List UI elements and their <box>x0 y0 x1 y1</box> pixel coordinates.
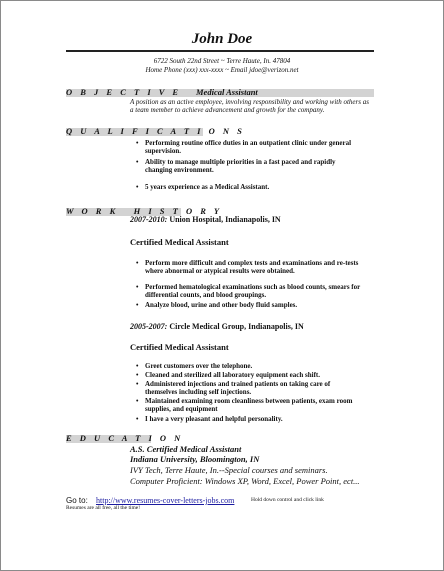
address: 6722 South 22nd Street ~ Terre Haute, In. 47804 <box>153 57 291 65</box>
job-1-duty: • Performed hematological examinations such as blood counts, smears for differential counts, and blood groupings. <box>136 283 361 299</box>
job-1-duty: • Perform more difficult and complex tests and examinations and re-tests where abnormal or atypical results were obtained. <box>136 259 359 275</box>
work-history-heading: W O R K H I S T O R Y <box>66 206 223 216</box>
education-school-2: IVY Tech, Terre Haute, In.--Special courses and seminars. <box>130 465 328 475</box>
computer-skills: Computer Proficient: Windows XP, Word, Excel, Power Point, ect... <box>130 476 360 486</box>
qualification-item: • 5 years experience as a Medical Assistant. <box>136 183 270 191</box>
job-2-role: Certified Medical Assistant <box>130 342 229 352</box>
qualifications-heading: Q U A L I F I C A T I O N S <box>66 126 245 136</box>
objective-line-2: a team member to achieve advancement and growth for the company. <box>130 106 325 114</box>
footer-hint: Hold down control and click link <box>251 497 324 503</box>
job-1-header: 2007-2010: Union Hospital, Indianapolis, IN <box>130 215 281 224</box>
contact-line: Home Phone (xxx) xxx-xxxx ~ Email jdoe@verizon.net <box>145 66 299 74</box>
resume-name: John Doe <box>191 31 253 47</box>
website-link[interactable]: http://www.resumes-cover-letters-jobs.com <box>96 496 235 505</box>
job-2-duty: • Cleaned and sterilized all laboratory equipment each shift. <box>136 371 320 379</box>
education-school-1: Indiana University, Bloomington, IN <box>130 454 260 464</box>
qualification-item: • Performing routine office duties in an outpatient clinic under general supervision. <box>136 139 352 155</box>
objective-heading: O B J E C T I V E <box>66 87 182 97</box>
job-2-header: 2005-2007: Circle Medical Group, Indianapolis, IN <box>130 322 304 331</box>
footer-note: Resumes are all free, all the time! <box>66 505 141 511</box>
education-degree: A.S. Certified Medical Assistant <box>130 444 242 454</box>
job-2-duty: • Administered injections and trained patients on taking care of themselves including self injections. <box>136 380 331 396</box>
job-1-role: Certified Medical Assistant <box>130 237 229 247</box>
qualification-item: • Ability to manage multiple priorities in a fast paced and rapidly changing environment. <box>136 158 336 174</box>
objective-title: Medical Assistant <box>196 87 258 97</box>
education-heading: E D U C A T I O N <box>66 433 184 443</box>
header-rule <box>66 50 374 52</box>
job-2-duty: • Greet customers over the telephone. <box>136 362 253 370</box>
footer-goto: Go to: <box>66 496 88 505</box>
job-2-duty: • I have a very pleasant and helpful personality. <box>136 415 283 423</box>
objective-line-1: A position as an active employee, involving responsibility and working with others as <box>130 98 369 106</box>
job-1-duty: • Analyze blood, urine and other body fluid samples. <box>136 301 298 309</box>
job-2-duty: • Maintained examining room cleanliness between patients, exam room supplies, and equipment <box>136 397 353 413</box>
